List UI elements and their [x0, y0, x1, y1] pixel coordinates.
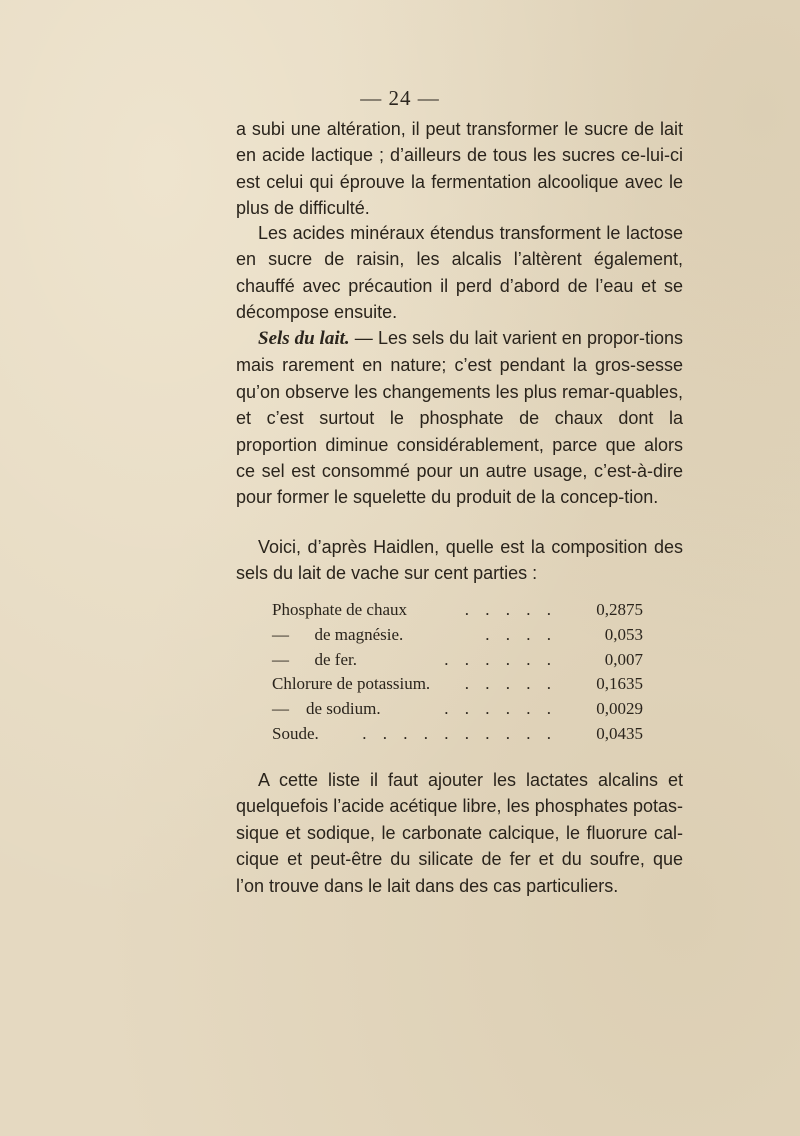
- table-row-value: 0,0435: [596, 723, 643, 743]
- paragraph-1: [236, 116, 683, 222]
- table-row: [272, 722, 667, 747]
- table-row-label: Phosphate de chaux: [272, 600, 408, 619]
- table-row-label: — de magnésie.: [272, 624, 404, 644]
- table-row-label: — de sodium.: [272, 699, 381, 719]
- table-row-leader-dots: . . . . .: [464, 600, 557, 619]
- paragraph-3-body: Les sels du lait varient en propor-tions mais rarement en nature; c’est pendant la gros-sesse qu’on observe les changements les plus remar-quables, et c’est surtout le phosphate de chaux dont la proportion diminue considérablement, parce que alors ce sel est consommé pour un autre usage, c’est-à-dire pour former le squelette du produit de la concep-tion.: [236, 328, 683, 508]
- paragraph-5-text: A cette liste il faut ajouter les lactates alcalins et quelquefois l’acide acétique libre, les phosphates potas-sique et sodique, le carbonate calcique, le fluorure cal-cique et peut-être du silicate de fer et du soufre, que l’on trouve dans le lait dans des cas particuliers.: [236, 770, 683, 896]
- table-row: [272, 697, 667, 722]
- table-row-label: Chlorure de potassium.: [272, 674, 431, 694]
- paragraph-2-text: Les acides minéraux étendus transforment le lactose en sucre de raisin, les alcalis l’altèrent également, chauffé avec précaution il perd d’abord de l’eau et se décompose ensuite.: [236, 223, 683, 323]
- table-row-value: 0,0029: [596, 699, 643, 719]
- paragraph-3: [236, 325, 683, 511]
- table-row-value: 0,053: [604, 624, 643, 644]
- table-row: [272, 672, 667, 697]
- table-row: [272, 598, 667, 623]
- paragraph-4-text: Voici, d’après Haidlen, quelle est la composition des sels du lait de vache sur cent parties :: [236, 537, 683, 584]
- paragraph-3-text: [236, 325, 683, 511]
- table-row-leader-dots: . . . . . . . . . .: [362, 723, 557, 743]
- table-row-leader-dots: . . . . . .: [444, 699, 557, 719]
- page-number: — 24 —: [360, 86, 440, 110]
- table-row-label: Soude.: [272, 723, 319, 743]
- paragraph-1-text: a subi une altération, il peut transformer le sucre de lait en acide lactique ; d’ailleurs de tous les sucres ce-lui-ci est celui qui éprouve la fermentation alcoolique avec le plus de difficulté.: [236, 119, 683, 219]
- section-dash: —: [349, 328, 378, 348]
- table-row-leader-dots: . . . . .: [464, 674, 557, 694]
- table-row: [272, 648, 667, 673]
- section-title-sels-du-lait: Sels du lait.: [258, 328, 350, 349]
- table-row-value: 0,007: [604, 649, 643, 669]
- paragraph-5: [236, 767, 683, 899]
- table-row-value: 0,2875: [596, 600, 643, 619]
- table-row: [272, 623, 667, 648]
- paragraph-2: [236, 220, 683, 326]
- table-row-value: 0,1635: [596, 674, 643, 694]
- salts-composition-table: [272, 598, 667, 747]
- paragraph-4: [236, 534, 683, 587]
- table-row-label: — de fer.: [272, 649, 357, 669]
- table-row-leader-dots: . . . . . .: [444, 649, 557, 669]
- table-row-leader-dots: . . . .: [485, 624, 557, 644]
